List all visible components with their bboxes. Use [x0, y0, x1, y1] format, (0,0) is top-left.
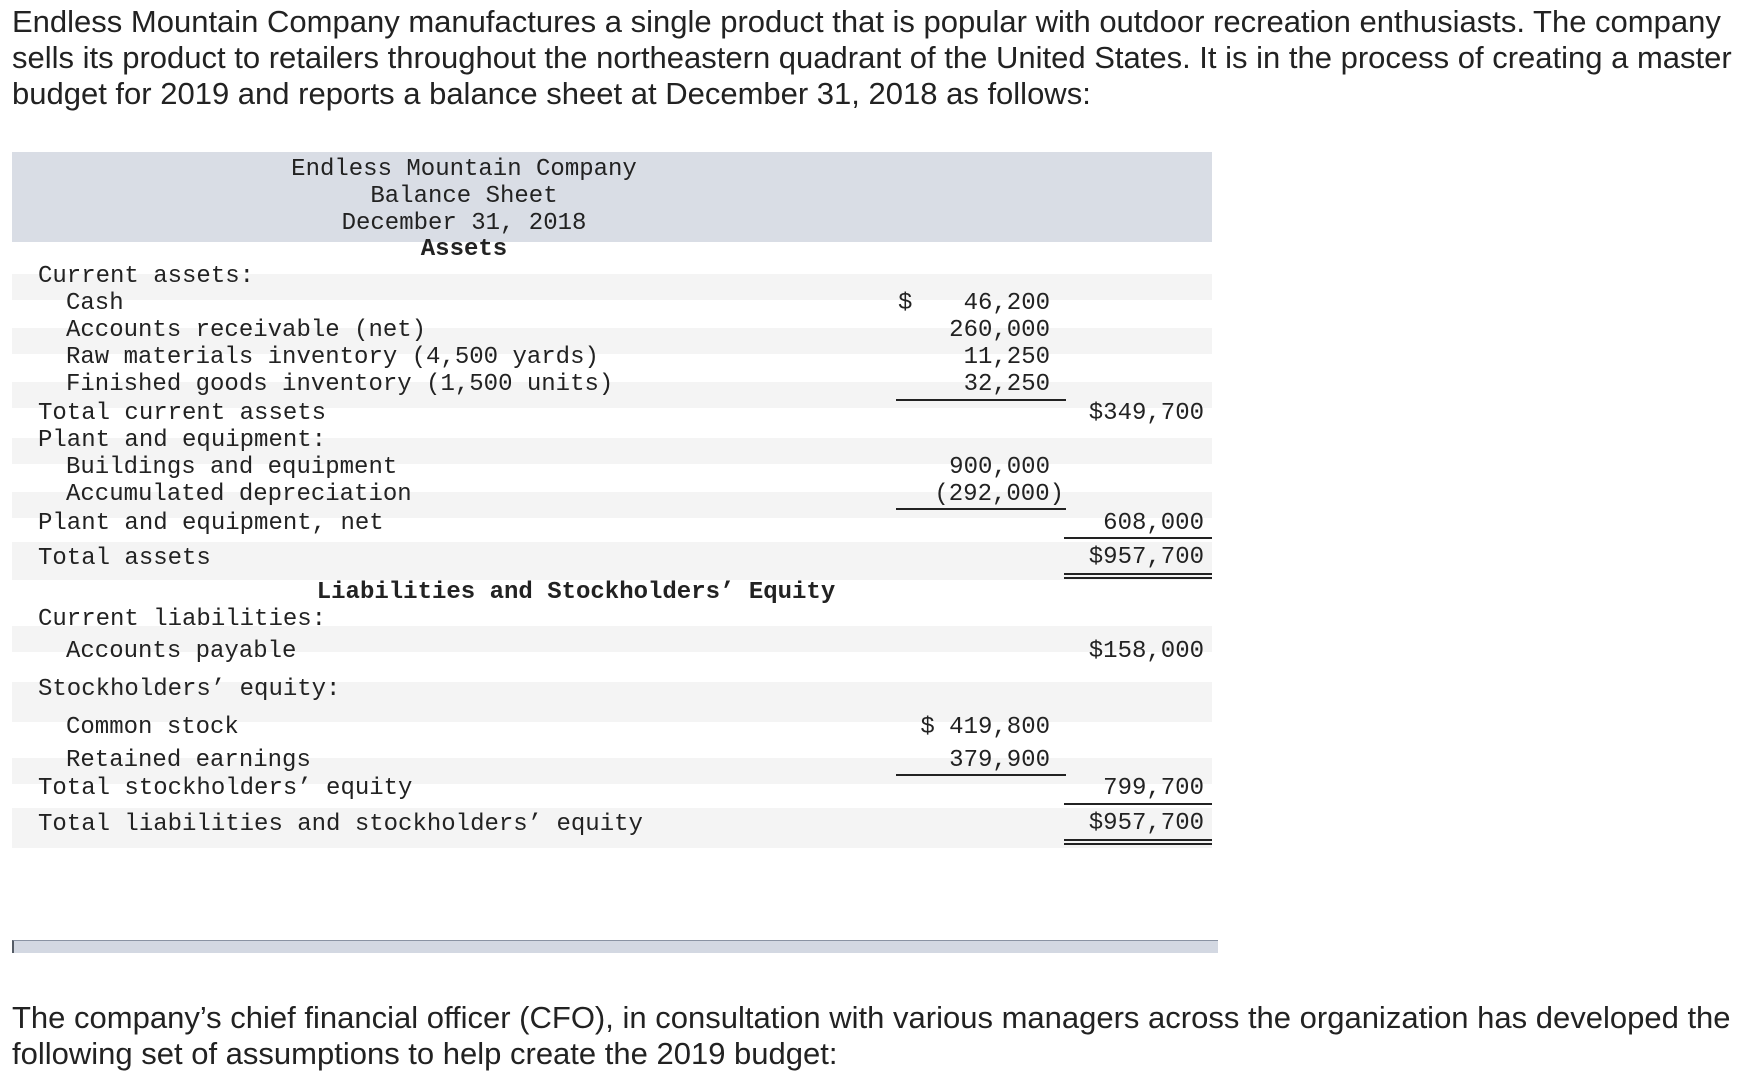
liabilities-heading: Liabilities and Stockholders’ Equity [316, 579, 836, 606]
buildings-label: Buildings and equipment [66, 454, 398, 481]
table-footer-bar [12, 940, 1218, 953]
statement-date: December 31, 2018 [341, 210, 587, 237]
subtotal-rule [896, 399, 1066, 401]
retained-earnings-label: Retained earnings [66, 747, 311, 774]
total-rule [1064, 537, 1212, 539]
raw-materials-label: Raw materials inventory (4,500 yards) [66, 344, 599, 371]
balance-sheet-table [12, 152, 1212, 952]
total-liabilities-equity-value: $957,700 [1088, 810, 1204, 837]
outro-paragraph: The company’s chief financial officer (CFO), in consultation with various managers across the organization has developed the following set of assumptions to help create the 2019 budget: [12, 1000, 1731, 1071]
common-stock-label: Common stock [66, 714, 239, 741]
current-assets-heading: Current assets: [38, 263, 255, 290]
total-current-assets-value: $349,700 [1088, 400, 1204, 427]
raw-materials-value: 11,250 [963, 344, 1050, 371]
total-rule [1064, 803, 1212, 805]
plant-net-label: Plant and equipment, net [38, 510, 384, 537]
accumulated-depreciation-value: (292,000) [934, 481, 1064, 508]
total-assets-label: Total assets [38, 545, 211, 572]
subtotal-rule [896, 774, 1066, 776]
buildings-value: 900,000 [949, 454, 1050, 481]
assets-heading: Assets [420, 236, 508, 263]
stockholders-equity-heading: Stockholders’ equity: [38, 676, 341, 703]
double-rule-top [1064, 839, 1212, 841]
statement-title: Balance Sheet [370, 183, 558, 210]
accounts-receivable-label: Accounts receivable (net) [66, 317, 427, 344]
accounts-receivable-value: 260,000 [949, 317, 1050, 344]
common-stock-value: $ 419,800 [920, 714, 1050, 741]
cash-value: 46,200 [963, 290, 1050, 317]
plant-equipment-heading: Plant and equipment: [38, 427, 327, 454]
cash-label: Cash [66, 290, 124, 317]
double-rule-top [1064, 573, 1212, 575]
total-assets-value: $957,700 [1088, 544, 1204, 571]
cash-dollar-sign: $ [898, 290, 913, 317]
double-rule-bottom [1064, 843, 1212, 845]
finished-goods-label: Finished goods inventory (1,500 units) [66, 371, 614, 398]
total-equity-label: Total stockholders’ equity [38, 775, 413, 802]
plant-net-value: 608,000 [1103, 510, 1204, 537]
retained-earnings-value: 379,900 [949, 747, 1050, 774]
total-equity-value: 799,700 [1103, 775, 1204, 802]
total-current-assets-label: Total current assets [38, 400, 327, 427]
accumulated-depreciation-label: Accumulated depreciation [66, 481, 412, 508]
company-name: Endless Mountain Company [291, 156, 637, 183]
intro-paragraph: Endless Mountain Company manufactures a single product that is popular with outdoor recreation enthusiasts. The company sells its product to retailers throughout the northeastern quadrant of the United States. It is in the process of creating a master budget for 2019 and reports a balance sheet at December 31, 2018 as follows: [12, 4, 1732, 111]
current-liabilities-heading: Current liabilities: [38, 606, 327, 633]
finished-goods-value: 32,250 [963, 371, 1050, 398]
subtotal-rule [896, 508, 1066, 510]
accounts-payable-value: $158,000 [1088, 638, 1204, 665]
total-liabilities-equity-label: Total liabilities and stockholders’ equity [38, 811, 643, 838]
accounts-payable-label: Accounts payable [66, 638, 297, 665]
